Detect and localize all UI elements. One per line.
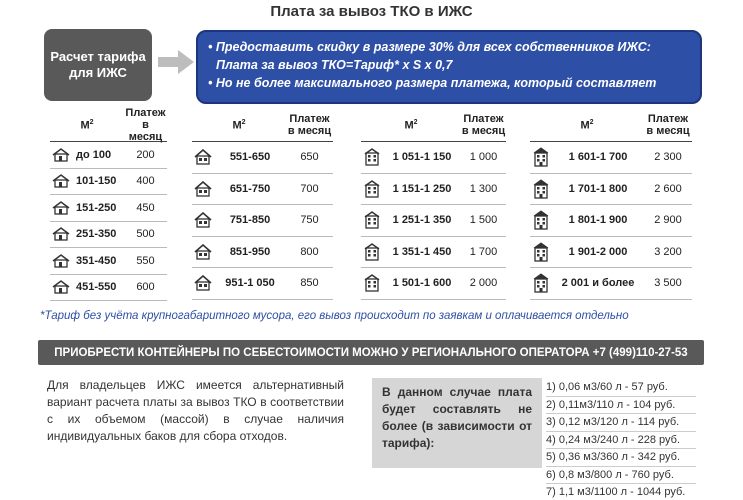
area-range: 151-250	[76, 201, 117, 214]
area-range: 851-950	[229, 245, 271, 258]
limit-info-box	[372, 378, 542, 468]
header-m2: $М^2$	[404, 119, 418, 132]
discount-info-box	[196, 30, 702, 104]
monthly-payment: 2 300	[654, 151, 682, 164]
monthly-payment: 1 500	[469, 214, 498, 227]
house-icon	[361, 274, 383, 292]
area-range: 1 251-1 350	[392, 214, 452, 227]
house-icon	[192, 275, 214, 291]
monthly-payment: 400	[136, 175, 155, 188]
container-option: 3) 0,12 м3/120 л - 114 руб.	[546, 414, 696, 432]
header-payment: Платеж в месяц	[646, 112, 690, 137]
area-range: 1 051-1 150	[392, 151, 452, 164]
house-icon	[361, 211, 383, 229]
alternative-text: Для владельцев ИЖС имеется альтернативный вариант расчета платы за вывоз ТКО в соответствии с их объемом (массой) в случае наличия индивидуальных баков для сбора отходов.	[47, 378, 344, 443]
contact-bar	[38, 340, 704, 365]
house-icon	[530, 179, 552, 199]
tariff-table-2	[192, 108, 333, 300]
area-range: 1 801-1 900	[568, 214, 628, 227]
container-option: 1) 0,06 м3/60 л - 57 руб.	[546, 379, 696, 397]
table-row	[530, 205, 692, 237]
house-icon	[50, 254, 72, 268]
table-row	[50, 169, 167, 196]
tariff-note: *Тариф без учёта крупногабаритного мусора, его вывоз происходит по заявкам и оплачивается отдельно	[40, 310, 629, 322]
table-row	[192, 205, 333, 237]
house-icon	[361, 243, 383, 261]
tariff-table-4	[530, 108, 692, 300]
area-range: 1 701-1 800	[568, 182, 628, 195]
page-title: Плата за вывоз ТКО в ИЖС	[270, 3, 473, 20]
area-range: 1 501-1 600	[392, 277, 452, 290]
container-option: 7) 1,1 м3/1100 л - 1044 руб.	[546, 484, 696, 500]
house-icon	[530, 210, 552, 230]
table-header	[192, 108, 333, 142]
table-header	[361, 108, 506, 142]
house-icon	[192, 149, 214, 165]
table-row	[361, 174, 506, 206]
table-row	[50, 142, 167, 169]
discount-line-2: • Но не более максимального размера платежа, который составляет	[208, 76, 657, 90]
area-range: 1 151-1 250	[392, 182, 452, 195]
tariff-label-box	[44, 29, 152, 101]
header-m2: $М^2$	[580, 119, 594, 132]
discount-formula: Плата за вывоз ТКО=Тариф* х S х 0,7	[216, 58, 453, 72]
table-row	[361, 205, 506, 237]
area-range: 101-150	[76, 175, 117, 188]
table-row	[50, 222, 167, 249]
container-option: 5) 0,36 м3/360 л - 342 руб.	[546, 449, 696, 467]
monthly-payment: 1 700	[469, 245, 498, 258]
contact-text: ПРИОБРЕСТИ КОНТЕЙНЕРЫ ПО СЕБЕСТОИМОСТИ МОЖНО У РЕГИОНАЛЬНОГО ОПЕРАТОРА +7 (499)110-27-53	[54, 346, 688, 359]
header-payment: Платеж в месяц	[125, 106, 166, 143]
monthly-payment: 800	[300, 245, 319, 258]
monthly-payment: 1 300	[469, 182, 498, 195]
area-range: 1 901-2 000	[568, 245, 628, 258]
monthly-payment: 2 000	[469, 277, 498, 290]
container-option: 2) 0,11м3/110 л - 104 руб.	[546, 397, 696, 415]
table-row	[530, 174, 692, 206]
house-icon	[50, 148, 72, 162]
arrow-right-icon	[158, 50, 194, 74]
house-icon	[50, 201, 72, 215]
table-row	[192, 174, 333, 206]
monthly-payment: 750	[300, 214, 319, 227]
table-row	[50, 195, 167, 222]
table-row	[192, 237, 333, 269]
monthly-payment: 700	[300, 182, 319, 195]
house-icon	[530, 242, 552, 262]
area-range: 751-850	[229, 214, 271, 227]
tariff-label: Расчет тарифа для ИЖС	[50, 49, 146, 80]
area-range: до 100	[76, 148, 112, 161]
house-icon	[530, 273, 552, 293]
container-options-list	[546, 379, 696, 500]
table-row	[530, 142, 692, 174]
house-icon	[50, 227, 72, 241]
monthly-payment: 3 200	[654, 245, 682, 258]
house-icon	[192, 244, 214, 260]
area-range: 2 001 и более	[561, 277, 635, 290]
header-payment: Платеж в месяц	[461, 112, 506, 137]
monthly-payment: 600	[136, 281, 155, 294]
monthly-payment: 500	[136, 228, 155, 241]
monthly-payment: 1 000	[469, 151, 498, 164]
monthly-payment: 2 600	[654, 182, 682, 195]
header-m2: $М^2$	[80, 119, 94, 132]
table-row	[192, 268, 333, 300]
area-range: 1 601-1 700	[568, 151, 628, 164]
area-range: 451-550	[76, 281, 117, 294]
house-icon	[192, 212, 214, 228]
area-range: 951-1 050	[225, 277, 275, 290]
monthly-payment: 200	[136, 148, 155, 161]
house-icon	[361, 148, 383, 166]
header-payment: Платеж в месяц	[287, 112, 332, 137]
table-header	[530, 108, 692, 142]
table-row	[530, 268, 692, 300]
table-row	[192, 142, 333, 174]
tariff-table-1	[50, 108, 167, 301]
table-row	[361, 142, 506, 174]
area-range: 1 351-1 450	[392, 245, 452, 258]
monthly-payment: 650	[300, 151, 319, 164]
table-header	[50, 108, 167, 142]
monthly-payment: 850	[300, 277, 319, 290]
monthly-payment: 2 900	[654, 214, 682, 227]
house-icon	[50, 280, 72, 294]
container-option: 4) 0,24 м3/240 л - 228 руб.	[546, 432, 696, 450]
discount-line-1: • Предоставить скидку в размере 30% для всех собственников ИЖС:	[208, 40, 651, 54]
limit-info-text: В данном случае плата будет составлять не более (в зависимости от тарифа):	[382, 385, 532, 450]
house-icon	[50, 174, 72, 188]
container-option: 6) 0,8 м3/800 л - 760 руб.	[546, 467, 696, 485]
house-icon	[192, 181, 214, 197]
monthly-payment: 3 500	[654, 277, 682, 290]
table-row	[361, 237, 506, 269]
table-row	[50, 248, 167, 275]
table-row	[361, 268, 506, 300]
area-range: 551-650	[229, 151, 271, 164]
area-range: 351-450	[76, 254, 117, 267]
table-row	[50, 275, 167, 302]
monthly-payment: 550	[136, 254, 155, 267]
header-m2: $М^2$	[232, 119, 246, 132]
house-icon	[361, 180, 383, 198]
monthly-payment: 450	[136, 201, 155, 214]
area-range: 251-350	[76, 228, 117, 241]
tariff-table-3	[361, 108, 506, 300]
area-range: 651-750	[229, 182, 271, 195]
house-icon	[530, 147, 552, 167]
table-row	[530, 237, 692, 269]
